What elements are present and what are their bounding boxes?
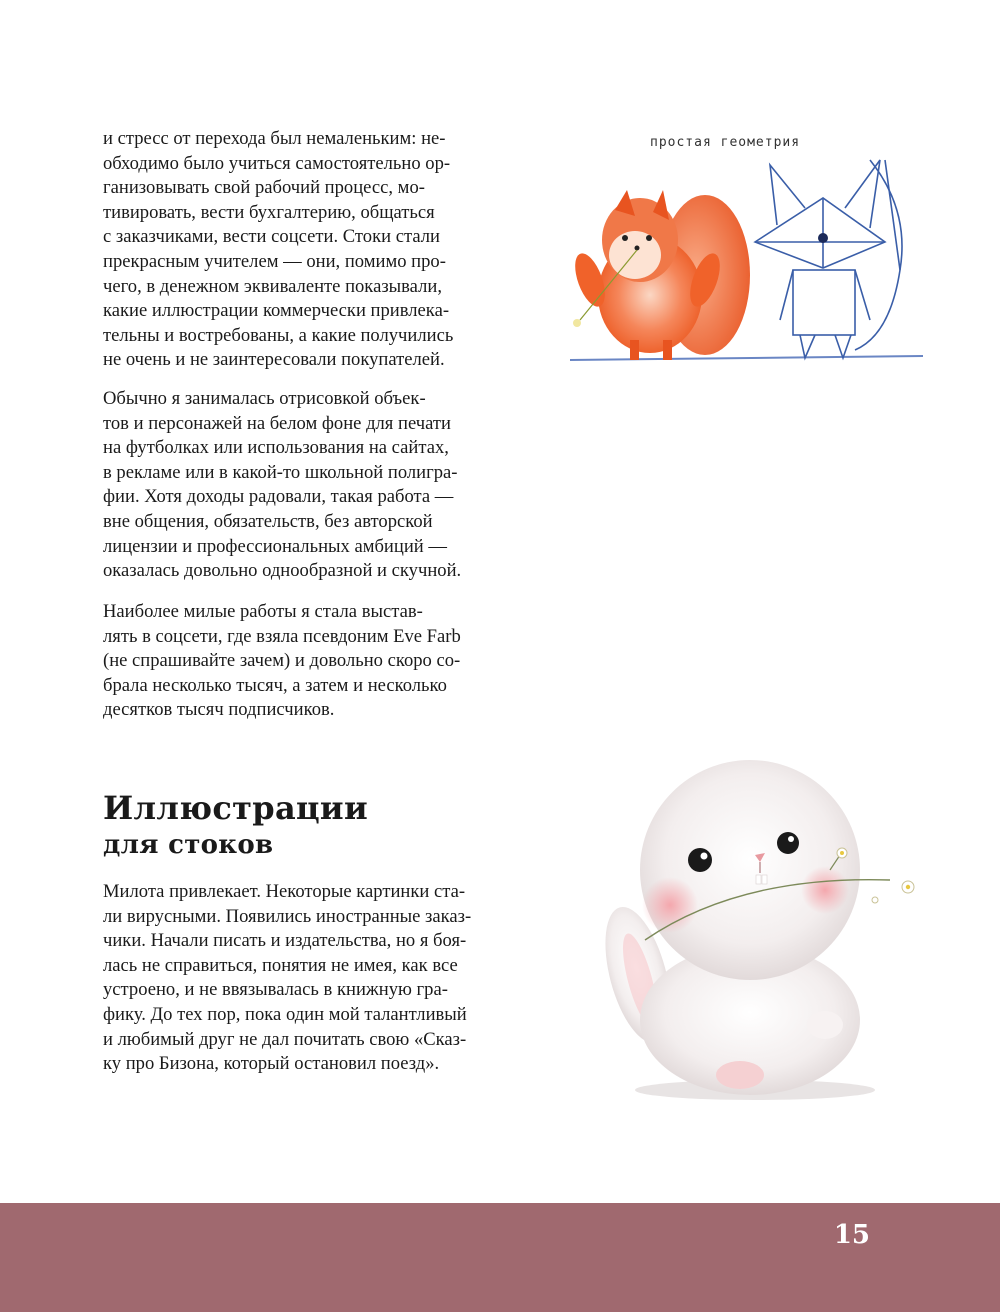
text-line: тов и персонажей на белом фоне для печати — [103, 412, 451, 434]
text-line: обходимо было учиться самостоятельно ор- — [103, 152, 451, 174]
text-line: брала несколько тысяч, а затем и несколько — [103, 674, 447, 696]
text-line: тельны и востребованы, а какие получились — [103, 324, 454, 346]
heading-line-1: Иллюстрации — [103, 789, 369, 827]
text-line: ку про Бизона, который остановил поезд». — [103, 1053, 440, 1075]
text-line: тивировать, вести бухгалтерию, общаться — [103, 201, 435, 223]
text-line: на футболках или использования на сайтах, — [103, 437, 449, 459]
bunny-illustration-icon — [590, 745, 930, 1105]
text-line: десятков тысяч подписчиков. — [103, 699, 335, 721]
paragraph-3 — [103, 600, 533, 723]
text-line: Наиболее милые работы я стала выстав- — [103, 601, 423, 622]
text-line: с заказчиками, вести соцсети. Стоки стали — [103, 226, 440, 248]
paragraph-4 — [103, 880, 533, 1077]
text-line: лять в соцсети, где взяла псевдоним Eve Farb — [103, 625, 461, 647]
text-line: вне общения, обязательств, без авторской — [103, 510, 433, 532]
sketch-caption: простая геометрия — [650, 135, 801, 150]
text-line: прекрасным учителем — они, помимо про- — [103, 250, 446, 272]
fox-illustration — [555, 120, 935, 375]
text-line: не очень и не заинтересовали покупателей. — [103, 349, 445, 371]
text-line: устроено, и не ввязывалась в книжную гра- — [103, 979, 448, 1001]
text-line: чики. Начали писать и издательства, но я боя- — [103, 930, 467, 952]
section-heading — [103, 788, 368, 862]
text-line: Милота привлекает. Некоторые картинки ста- — [103, 881, 466, 902]
text-line: оказалась довольно однообразной и скучной. — [103, 560, 462, 582]
fox-illustration-icon — [555, 120, 935, 375]
paragraph-1 — [103, 127, 533, 373]
text-line: в рекламе или в какой-то школьной полигра- — [103, 461, 458, 483]
text-line: фику. До тех пор, пока один мой талантливый — [103, 1003, 467, 1025]
bunny-illustration — [590, 745, 930, 1105]
text-line: (не спрашивайте зачем) и довольно скоро со- — [103, 650, 461, 672]
heading-line-2: для стоков — [103, 830, 274, 860]
text-line: Обычно я занималась отрисовкой объек- — [103, 388, 426, 409]
text-line: и стресс от перехода был немаленьким: не- — [103, 128, 446, 149]
text-line: фии. Хотя доходы радовали, такая работа — — [103, 486, 454, 508]
text-line: чего, в денежном эквиваленте показывали, — [103, 275, 442, 297]
paragraph-2 — [103, 387, 533, 584]
text-line: лась не справиться, понятия не имея, как все — [103, 954, 458, 976]
text-line: ганизовывать свой рабочий процесс, мо- — [103, 177, 425, 199]
text-line: какие иллюстрации коммерчески привлека- — [103, 300, 450, 322]
page-number: 15 — [833, 1220, 870, 1250]
text-line: ли вирусными. Появились иностранные заказ- — [103, 905, 472, 927]
text-line: и любимый друг не дал почитать свою «Сказ- — [103, 1028, 467, 1050]
text-line: лицензии и профессиональных амбиций — — [103, 535, 447, 557]
